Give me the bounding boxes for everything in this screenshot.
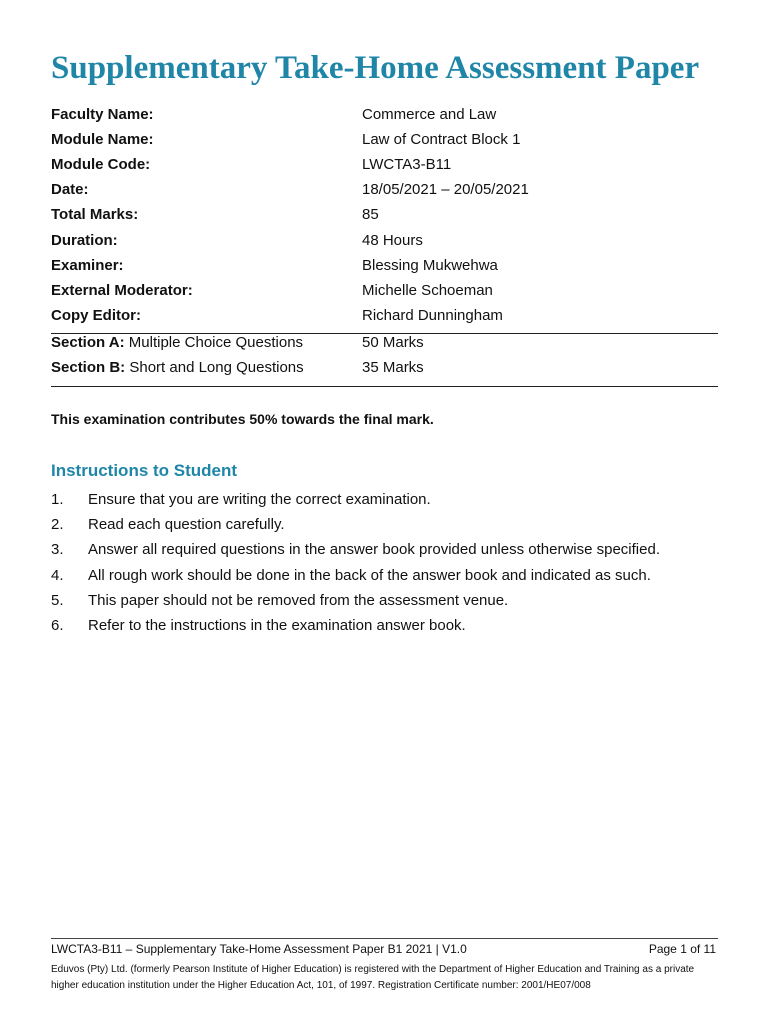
section-name: Short and Long Questions xyxy=(129,359,304,376)
info-label: Date: xyxy=(51,181,89,198)
info-label: External Moderator: xyxy=(51,282,193,299)
instruction-number: 5. xyxy=(51,592,64,609)
info-value: 85 xyxy=(362,206,379,223)
info-label: Module Name: xyxy=(51,131,154,148)
section-name: Multiple Choice Questions xyxy=(128,334,304,351)
instruction-number: 6. xyxy=(51,617,64,634)
info-label: Module Code: xyxy=(51,156,151,173)
section-marks: 35 Marks xyxy=(362,359,424,376)
instruction-number: 1. xyxy=(51,491,64,508)
info-value: 48 Hours xyxy=(362,232,423,249)
info-label: Examiner: xyxy=(51,257,124,274)
info-label: Copy Editor: xyxy=(51,307,141,324)
info-value: 18/05/2021 – 20/05/2021 xyxy=(362,181,529,198)
divider xyxy=(51,386,718,387)
section-row-b xyxy=(51,357,718,379)
instruction-text: Read each question carefully. xyxy=(88,516,285,533)
section-marks: 50 Marks xyxy=(362,334,424,351)
section-label xyxy=(51,332,303,354)
section-row-a xyxy=(51,332,718,354)
info-label: Total Marks: xyxy=(51,206,139,223)
info-value: LWCTA3-B11 xyxy=(362,156,452,173)
instruction-number: 4. xyxy=(51,567,64,584)
footer-doc-ref: LWCTA3-B11 – Supplementary Take-Home Assessment Paper B1 2021 | V1.0 xyxy=(51,942,467,956)
instruction-number: 3. xyxy=(51,541,64,558)
instruction-text: This paper should not be removed from the assessment venue. xyxy=(88,592,509,609)
instruction-text: All rough work should be done in the back of the answer book and indicated as such. xyxy=(88,567,651,584)
section-letter: Section B: xyxy=(51,359,126,376)
instructions-heading: Instructions to Student xyxy=(51,461,238,480)
instruction-text: Answer all required questions in the answer book provided unless otherwise specified. xyxy=(88,541,660,558)
info-value: Blessing Mukwehwa xyxy=(362,257,498,274)
page-title: Supplementary Take-Home Assessment Paper xyxy=(51,50,700,86)
info-label: Duration: xyxy=(51,232,118,249)
info-value: Richard Dunningham xyxy=(362,307,503,324)
instruction-text: Refer to the instructions in the examination answer book. xyxy=(88,617,466,634)
instruction-number: 2. xyxy=(51,516,64,533)
footer-page-number: Page 1 of 11 xyxy=(648,942,716,956)
instruction-text: Ensure that you are writing the correct examination. xyxy=(88,491,431,508)
footer-divider xyxy=(51,938,718,939)
info-value: Law of Contract Block 1 xyxy=(362,131,521,148)
info-value: Commerce and Law xyxy=(362,106,497,123)
contribution-note: This examination contributes 50% towards the final mark. xyxy=(51,411,434,427)
info-value: Michelle Schoeman xyxy=(362,282,493,299)
footer-registration-note: Eduvos (Pty) Ltd. (formerly Pearson Institute of Higher Education) is registered with the Department of Higher Education and Training as a private higher education institution under the Higher Education Act, 101, of 1997. Registration Certificate number: 2001/HE07/008 xyxy=(51,964,695,991)
info-label: Faculty Name: xyxy=(51,106,154,123)
section-label xyxy=(51,357,304,379)
section-letter: Section A: xyxy=(51,334,125,351)
